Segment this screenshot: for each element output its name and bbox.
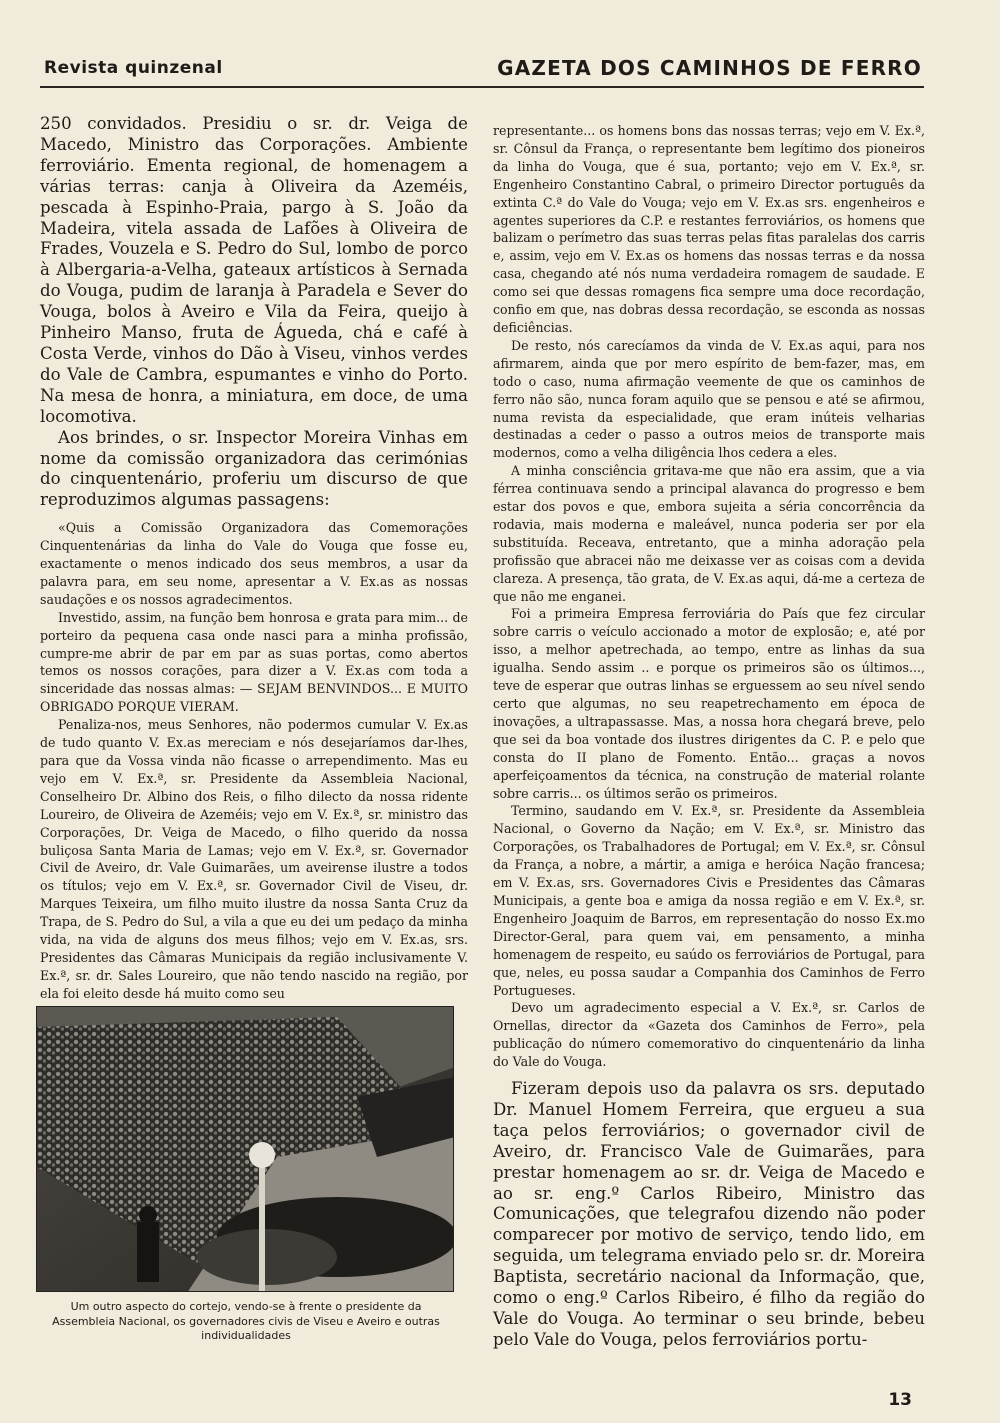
page-number: 13	[888, 1390, 912, 1410]
quote-paragraph-9: Devo um agradecimento especial a V. Ex.ª, sr. Carlos de Ornellas, director da «Gazeta dos Caminhos de Ferro», pela publicação do número comemorativo do cinquentenário da linha do Vale do Vouga.	[493, 1000, 925, 1070]
header-left: Revista quinzenal	[44, 58, 223, 78]
right-column	[493, 122, 925, 1351]
left-column	[40, 114, 468, 1003]
quote-paragraph-4: representante... os homens bons das nossas terras; vejo em V. Ex.ª, sr. Cônsul da França, o representante bem legítimo dos pioneiros da linha do Vouga, que é sua, portanto; vejo em V. Ex.ª, sr. Engenheiro Constantino Cabral, o primeiro Director português da extinta C.ª do Vale do Vouga; vejo em V. Ex.as srs. engenheiros e agentes superiores da C.P. e restantes ferroviários, os homens que balizam o perímetro das suas terras pelas fitas paralelas dos carris e, assim, vejo em V. Ex.as os homens das nossas terras e da nossa casa, chegando até nós numa verdadeira romagem de saudade. E como sei que dessas romagens fica sempre uma doce recordação, confio em que, nas dobras dessa recordação, se esconda as nossas deficiências.	[493, 123, 925, 335]
quote-paragraph-7: Foi a primeira Empresa ferroviária do País que fez circular sobre carris o veículo accionado a motor de explosão; e, até por isso, a melhor apetrechada, ao tempo, entre as linhas da sua igualha. Sendo assim .. e porque os primeiros são os últimos..., teve de esperar que outras linhas se erguessem ao seu nível sendo certo que algumas, no seu reapetrechamento em época de inovações, a ultrapassasse. Mas, a nossa hora chegará breve, pelo que sei da boa vontade dos ilustres dirigentes da C. P. e pelo que consta do II plano de Fomento. Então... graças a novos aperfeiçoamentos da técnica, na construção de material rolante sobre carris... os últimos serão os primeiros.	[493, 606, 925, 801]
procession-photo	[36, 1006, 454, 1292]
quote-paragraph-5: De resto, nós carecíamos da vinda de V. Ex.as aqui, para nos afirmarem, ainda que por mero espírito de bem-fazer, mas, em todo o caso, numa afirmação veemente de que os caminhos de ferro não são, nunca foram aquilo que se pensou e até se afirmou, numa revista da especialidade, que eram inúteis velharias destinadas a ceder o passo a outros meios de transporte mais modernos, como a velha diligência lhos cedera a eles.	[493, 337, 925, 461]
photo-caption: Um outro aspecto do cortejo, vendo-se à frente o presidente da Assembleia Nacional, os governadores civis de Viseu e Aveiro e outras individualidades	[52, 1300, 440, 1342]
quote-paragraph-6: A minha consciência gritava-me que não era assim, que a via férrea continuava sendo a principal alavanca do progresso e bem estar dos povos e que, embora sujeita a séria concorrência da rodavia, mais moderna e maleável, nunca poderia ser por ela substituída. Receava, entretanto, que a minha adoração pela profissão que abracei não me deixasse ver as coisas com a devida clareza. A presença, tão grata, de V. Ex.as aqui, dá-me a certeza de que não me enganei.	[493, 463, 925, 604]
header-rule	[40, 86, 924, 88]
quote-paragraph-2: Investido, assim, na função bem honrosa e grata para mim... de porteiro da pequena casa onde nasci para a minha profissão, cumpre-me abrir de par em par as suas portas, como abertos temos os nossos corações, para dizer a V. Ex.as com toda a sinceridade das nossas almas: — SEJAM BENVINDOS... E MUITO OBRIGADO PORQUE VIERAM.	[40, 609, 468, 715]
quote-paragraph-8: Termino, saudando em V. Ex.ª, sr. Presidente da Assembleia Nacional, o Governo da Nação; em V. Ex.ª, sr. Ministro das Corporações, os Trabalhadores de Portugal; em V. Ex.ª, sr. Cônsul da França, a nobre, a mártir, a amiga e heróica Nação francesa; em V. Ex.as, srs. Governadores Civis e Presidentes das Câmaras Municipais, a gente boa e amiga da nossa região e em V. Ex.ª, sr. Engenheiro Joaquim de Barros, em representação do nosso Ex.mo Director-Geral, para quem vai, em pensamento, a minha homenagem de respeito, eu saúdo os ferroviários de Portugal, para que, neles, eu possa saudar a Companhia dos Caminhos de Ferro Portugueses.	[493, 803, 925, 998]
quote-paragraph-1: «Quis a Comissão Organizadora das Comemorações Cinquentenárias da linha do Vale do Vouga que fosse eu, exactamente o menos indicado dos seus membros, a usar da palavra para, em seu nome, apresentar a V. Ex.as as nossas saudações e os nossos agradecimentos.	[40, 520, 468, 607]
paragraph-menu: 250 convidados. Presidiu o sr. dr. Veiga de Macedo, Ministro das Corporações. Ambiente ferroviário. Ementa regional, de homenagem a várias terras: canja à Oliveira da Azeméis, pescada à Espinho-Praia, pargo à S. João da Madeira, vitela assada de Lafões à Oliveira de Frades, Vouzela e S. Pedro do Sul, lombo de porco à Albergaria-a-Velha, gateaux artísticos à Sernada do Vouga, pudim de laranja à Paradela e Sever do Vouga, bolos à Aveiro e Vila da Feira, queijo à Pinheiro Manso, fruta de Águeda, chá e café à Costa Verde, vinhos do Dão à Viseu, vinhos verdes do Vale de Cambra, espumantes e vinho do Porto. Na mesa de honra, a miniatura, em doce, de uma locomotiva.	[40, 114, 468, 426]
header-title: GAZETA DOS CAMINHOS DE FERRO	[497, 56, 922, 80]
photo-image	[37, 1007, 454, 1292]
paragraph-speeches: Fizeram depois uso da palavra os srs. deputado Dr. Manuel Homem Ferreira, que ergueu a sua taça pelos ferroviários; o governador civil de Aveiro, dr. Francisco Vale de Guimarães, para prestar homenagem ao sr. dr. Veiga de Macedo e ao sr. eng.º Carlos Ribeiro, Ministro das Comunicações, que telegrafou dizendo não poder comparecer por motivo de serviço, tendo lido, em seguida, um telegrama enviado pelo sr. dr. Moreira Baptista, secretário nacional da Informação, que, como o eng.º Carlos Ribeiro, é filho da região do Vale do Vouga. Ao terminar o seu brinde, bebeu pelo Vale do Vouga, pelos ferroviários portu-	[493, 1079, 925, 1349]
quote-paragraph-3: Penaliza-nos, meus Senhores, não podermos cumular V. Ex.as de tudo quanto V. Ex.as mereciam e nós desejaríamos dar-lhes, para que da Vossa vinda não ficasse o arrependimento. Mas eu vejo em V. Ex.ª, sr. Presidente da Assembleia Nacional, Conselheiro Dr. Albino dos Reis, o filho dilecto da nossa ridente Loureiro, de Oliveira de Azeméis; vejo em V. Ex.ª, sr. ministro das Corporações, Dr. Veiga de Macedo, o filho querido da nossa buliçosa Santa Maria de Lamas; vejo em V. Ex.ª, sr. Governador Civil de Aveiro, dr. Vale Guimarães, um aveirense ilustre a todos os títulos; vejo em V. Ex.ª, sr. Governador Civil de Viseu, dr. Marques Teixeira, um filho muito ilustre da nossa Santa Cruz da Trapa, de S. Pedro do Sul, a vila a que eu dei um pedaço da minha vida, na vida de alguns dos meus filhos; vejo em V. Ex.as, srs. Presidentes das Câmaras Municipais da região inclusivamente V. Ex.ª, sr. dr. Sales Loureiro, que não tendo nascido na região, por ela foi eleito desde há muito como seu	[40, 717, 468, 1001]
paragraph-toasts: Aos brindes, o sr. Inspector Moreira Vinhas em nome da comissão organizadora das cerimónias do cinquentenário, proferiu um discurso de que reproduzimos algumas passagens:	[40, 427, 468, 510]
